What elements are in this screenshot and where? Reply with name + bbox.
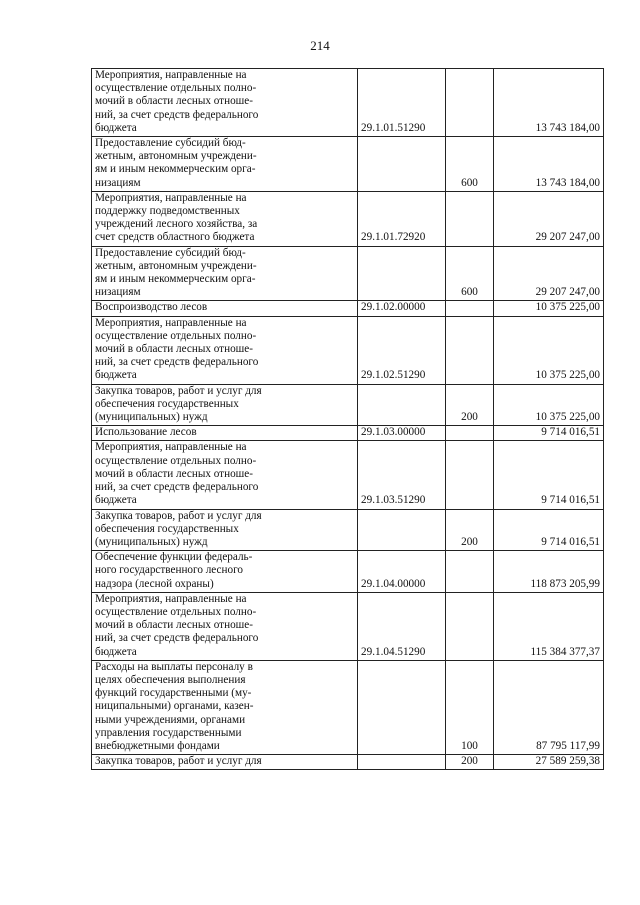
expense-name-line: Воспроизводство лесов (95, 301, 208, 314)
expense-name-line: счет средств областного бюджета (95, 231, 255, 244)
expense-type-cell: 600 (446, 246, 494, 301)
expense-name-line: ниципальными) органами, казен- (95, 700, 254, 713)
expense-name-cell (92, 69, 358, 137)
table-row (92, 246, 604, 301)
expense-name-cell (92, 441, 358, 509)
expense-type-cell (446, 426, 494, 441)
expense-name-line: ний, за счет средств федерального (95, 108, 259, 121)
expense-name-cell (92, 592, 358, 660)
target-code-cell: 29.1.02.00000 (358, 301, 446, 316)
expense-name-line: поддержку подведомственных (95, 205, 240, 218)
amount-cell: 9 714 016,51 (494, 426, 604, 441)
expense-name-line: Обеспечение функции федераль- (95, 551, 253, 564)
table-row (92, 384, 604, 426)
amount-cell: 10 375 225,00 (494, 316, 604, 384)
table-row (92, 660, 604, 754)
target-code-cell (358, 509, 446, 551)
expense-name-line: мочий в области лесных отноше- (95, 95, 253, 108)
table-row (92, 426, 604, 441)
expense-name-line: бюджета (95, 369, 137, 382)
expense-type-cell (446, 316, 494, 384)
amount-cell: 29 207 247,00 (494, 246, 604, 301)
expense-name-line: Предоставление субсидий бюд- (95, 246, 246, 259)
table-row (92, 592, 604, 660)
table-row (92, 69, 604, 137)
amount-cell: 9 714 016,51 (494, 509, 604, 551)
expense-name-cell (92, 660, 358, 754)
expense-name-line: обеспечения государственных (95, 522, 239, 535)
expense-type-cell: 200 (446, 755, 494, 770)
amount-cell: 118 873 205,99 (494, 551, 604, 593)
expense-name-cell (92, 551, 358, 593)
expense-name-line: осуществление отдельных полно- (95, 605, 257, 618)
expense-name-line: ного государственного лесного (95, 564, 244, 577)
expense-name-line: учреждений лесного хозяйства, за (95, 218, 258, 231)
expense-type-cell (446, 592, 494, 660)
amount-cell: 87 795 117,99 (494, 660, 604, 754)
table-row (92, 137, 604, 192)
expense-name-line: ям и иным некоммерческим орга- (95, 163, 256, 176)
amount-cell: 10 375 225,00 (494, 301, 604, 316)
expense-name-line: Закупка товаров, работ и услуг для (95, 384, 262, 397)
expense-name-line: низациям (95, 176, 141, 189)
table-row (92, 551, 604, 593)
expense-name-cell (92, 755, 358, 770)
target-code-cell (358, 660, 446, 754)
expense-name-line: мочий в области лесных отноше- (95, 467, 253, 480)
table-row (92, 755, 604, 770)
expense-name-line: функций государственными (му- (95, 687, 252, 700)
target-code-cell: 29.1.03.00000 (358, 426, 446, 441)
expense-type-cell (446, 301, 494, 316)
expense-name-line: Мероприятия, направленные на (95, 191, 247, 204)
expense-name-cell (92, 509, 358, 551)
expense-name-line: осуществление отдельных полно- (95, 82, 257, 95)
target-code-cell: 29.1.02.51290 (358, 316, 446, 384)
amount-cell: 27 589 259,38 (494, 755, 604, 770)
target-code-cell: 29.1.04.00000 (358, 551, 446, 593)
expense-type-cell (446, 69, 494, 137)
expense-name-line: внебюджетными фондами (95, 739, 220, 752)
expense-type-cell: 100 (446, 660, 494, 754)
expense-name-line: Мероприятия, направленные на (95, 592, 247, 605)
expense-type-cell: 600 (446, 137, 494, 192)
expense-name-cell (92, 426, 358, 441)
amount-cell: 13 743 184,00 (494, 69, 604, 137)
amount-cell: 9 714 016,51 (494, 441, 604, 509)
expense-name-line: надзора (лесной охраны) (95, 577, 214, 590)
expense-type-cell (446, 551, 494, 593)
target-code-cell: 29.1.04.51290 (358, 592, 446, 660)
expense-name-line: мочий в области лесных отноше- (95, 619, 253, 632)
target-code-cell: 29.1.01.51290 (358, 69, 446, 137)
expense-name-line: ными учреждениями, органами (95, 713, 246, 726)
amount-cell: 10 375 225,00 (494, 384, 604, 426)
expense-name-line: Мероприятия, направленные на (95, 316, 247, 329)
target-code-cell (358, 246, 446, 301)
expense-name-line: жетным, автономным учреждени- (95, 150, 257, 163)
expense-type-cell: 200 (446, 509, 494, 551)
expense-name-line: Закупка товаров, работ и услуг для (95, 509, 262, 522)
expense-name-line: (муниципальных) нужд (95, 411, 208, 424)
expense-name-line: Мероприятия, направленные на (95, 441, 247, 454)
target-code-cell (358, 755, 446, 770)
expense-type-cell (446, 441, 494, 509)
expense-name-line: обеспечения государственных (95, 397, 239, 410)
expense-name-line: ям и иным некоммерческим орга- (95, 273, 256, 286)
expense-name-line: целях обеспечения выполнения (95, 673, 246, 686)
budget-table-body (92, 69, 604, 770)
expense-name-cell (92, 191, 358, 246)
table-row (92, 509, 604, 551)
amount-cell: 115 384 377,37 (494, 592, 604, 660)
expense-name-line: бюджета (95, 121, 137, 134)
expense-name-cell (92, 384, 358, 426)
expense-name-line: осуществление отдельных полно- (95, 454, 257, 467)
expense-name-line: мочий в области лесных отноше- (95, 343, 253, 356)
expense-name-line: ний, за счет средств федерального (95, 632, 259, 645)
amount-cell: 13 743 184,00 (494, 137, 604, 192)
amount-cell: 29 207 247,00 (494, 191, 604, 246)
table-row (92, 191, 604, 246)
expense-name-line: осуществление отдельных полно- (95, 329, 257, 342)
target-code-cell: 29.1.03.51290 (358, 441, 446, 509)
expense-name-line: бюджета (95, 645, 137, 658)
expense-name-line: (муниципальных) нужд (95, 535, 208, 548)
expense-name-line: низациям (95, 286, 141, 299)
expense-name-line: Закупка товаров, работ и услуг для (95, 755, 262, 768)
expense-name-line: управления государственными (95, 726, 242, 739)
expense-name-line: Предоставление субсидий бюд- (95, 137, 246, 150)
target-code-cell (358, 137, 446, 192)
expense-name-line: Расходы на выплаты персоналу в (95, 660, 253, 673)
page-number: 214 (310, 38, 330, 53)
table-row (92, 301, 604, 316)
table-row (92, 441, 604, 509)
expense-name-line: Мероприятия, направленные на (95, 69, 247, 81)
target-code-cell (358, 384, 446, 426)
expense-name-cell (92, 316, 358, 384)
expense-type-cell: 200 (446, 384, 494, 426)
table-row (92, 316, 604, 384)
expense-name-line: бюджета (95, 494, 137, 507)
expense-name-cell (92, 301, 358, 316)
expense-type-cell (446, 191, 494, 246)
expense-name-line: жетным, автономным учреждени- (95, 259, 257, 272)
expense-name-line: ний, за счет средств федерального (95, 356, 259, 369)
expense-name-line: ний, за счет средств федерального (95, 481, 259, 494)
budget-table (91, 68, 604, 770)
expense-name-cell (92, 137, 358, 192)
target-code-cell: 29.1.01.72920 (358, 191, 446, 246)
expense-name-line: Использование лесов (95, 426, 197, 439)
expense-name-cell (92, 246, 358, 301)
